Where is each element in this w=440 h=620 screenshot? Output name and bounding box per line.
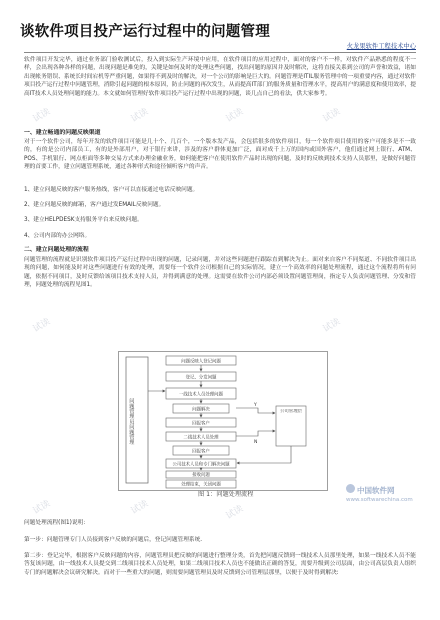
flow-box-10-label: 处理结束，关闭问题: [181, 482, 221, 488]
section-heading-2: 二、建立问题处理的流程: [24, 247, 89, 253]
watermark-text: 试读: [31, 316, 53, 335]
section-1-paragraph: 对于一个软件公司，每年开发的软件项目可能是几十个、几百个，一个版本发产品，会包括很多的软件项目，每一个软件项目使用的客户可能多是不一致的，有的是公司内部员工，有的是外部用户，对于银行来讲，涉及的客户群体更加广泛，面对成千上万的国内或国外客户，他们通过网上银行、ATM、POS、手机银行、网点柜面等多种交易方式来办理金融业务，如何能把客户在使用软件产品时出现的问题，及时的反映到技术支持人员那里，是做好问题管理的首要工作，建立问题管理系统，通过各种形式和途径倾听客户的声音。: [24, 139, 416, 171]
watermark-text: 试读: [224, 503, 246, 522]
flow-box-8-label: 公司技术人员和专门解决问题: [172, 462, 230, 468]
list-item-4: 4、公司内部的办公网络。: [24, 233, 91, 239]
section-2-paragraph: 问题管理的流程就是识别软件项目投产运行过程中出现的问题，记录问题，并对这些问题进行跟踪直到解决为止。面对来自客户不同渠道、不同软件项目出现的问题，如何能及时对这些问题进行有效的处理，需要每一个软件公司根据自己的实际情况，建立一个高效率的问题处理流程，通过这个流程将所有问题，依据不同项目，及时反馈给该项目技术支持人员，并得到满意的处理。这需要在软件公司内部必须设置问题管理岗，指定专人负责问题管理、分发和管理，问题处理的流程见图1。: [24, 257, 416, 289]
flow-box-4-label: 问题解决: [192, 407, 210, 413]
intro-paragraph: 软件项目开发完毕，通过业务部门验收测试后，投入到实际生产环境中应用，在软件项目的应用过程中，面对的客户不一样，对软件产品熟悉的程度不一样，会出现各种各样的问题，出现问题是难免的，关键是如何及时的处理这些问题，找出问题的原因并及时解决，这将直接关系到公司的声誉和效益，诸如出现帐务错误、系统长时间宕机等严重问题，如果得不到及时的解决，对一个公司的影响是巨大的。问题管理是ITIL服务管理中的一项重要内容，通过对软件项目投产运行过程中问题管理，消除引起问题的根本原因，防止问题的再次发生，从而提高IT部门的服务质量和管理水平，提高用户的满意度和使用效率，提高IT技术人员处理问题的能力。本文就如何管理好软件项目投产运行过程中出现的问题，谈几点自己的看法，供大家参考。: [24, 57, 416, 97]
site-logo-icon: [346, 484, 355, 493]
author-link[interactable]: 火龙果软件工程技术中心: [346, 43, 416, 50]
flow-yes-label: Y: [254, 403, 257, 408]
watermark-text: 试读: [321, 316, 343, 335]
figure-notes-heading: 问题处理流程(图1)说明：: [24, 520, 89, 526]
watermark-text: 试读: [321, 106, 343, 125]
watermark-text: 试读: [224, 106, 246, 125]
flow-box-7-label: 回报客户: [192, 449, 210, 455]
figure-caption: 图 1：问题处理流程: [198, 491, 254, 498]
flow-box-3-label: 一线技术人员处理问题: [179, 392, 223, 398]
step-1-paragraph: 第一步：问题管理专门人员接到客户反映的问题后，登记问题管理系统.: [24, 537, 203, 543]
watermark-text: 试读: [129, 498, 151, 517]
list-item-3: 3、建立HELPDESK支持服务平台来反映问题。: [24, 217, 143, 223]
document-title: 谈软件项目投产运行过程中的问题管理: [20, 24, 270, 40]
watermark-text: 试读: [31, 106, 53, 125]
list-item-2: 2、建立问题反映的邮箱，客户通过发EMAIL反映问题。: [24, 202, 165, 208]
site-watermark-url: www.softwarechina.com: [346, 497, 413, 503]
flow-side-label: 公司管理层: [280, 409, 302, 414]
list-item-1: 1、建立问题反映的客户服务热线，客户可以直接通过电话反映问题。: [24, 187, 199, 193]
section-heading-1: 一、建立畅通的问题反映渠道: [24, 130, 101, 136]
watermark-text: 试读: [31, 498, 53, 517]
site-watermark-name: 中国软件网: [357, 486, 395, 495]
process-flowchart: [118, 351, 328, 491]
site-watermark: [346, 478, 413, 503]
flow-box-5-label: 回报客户: [192, 421, 210, 427]
step-2-paragraph: 第二步：登记完毕，根据客户反映问题的内容，问题管理员把反映的问题进行整理分类，首先把问题反馈到一线技术人员那里处理，如果一线技术人员不能答复该问题，由一线技术人员提交到二线项目技术人员处理，如果二线项目技术人员也不能做出正确的答复，需要升级到公司层面，由公司高层负责人组织专门的问题解决会议研究解决。而对于一些重大的问题，则需要问题管理员及时反馈到公司管理层那里，以便于及时得到解决:: [24, 553, 416, 576]
flow-box-1-label: 问题反映人登记问题: [181, 359, 221, 365]
flow-box-2-label: 登记、分发问题: [185, 375, 217, 381]
flow-box-6-label: 二线技术人员处理: [183, 435, 219, 441]
author-rule: [24, 40, 416, 53]
watermark-text: 试读: [129, 106, 151, 125]
flow-no-label: N: [254, 440, 258, 445]
flow-left-label: 问题管理员问题管理: [128, 397, 135, 445]
flow-box-9-label: 接收问题: [192, 473, 210, 478]
